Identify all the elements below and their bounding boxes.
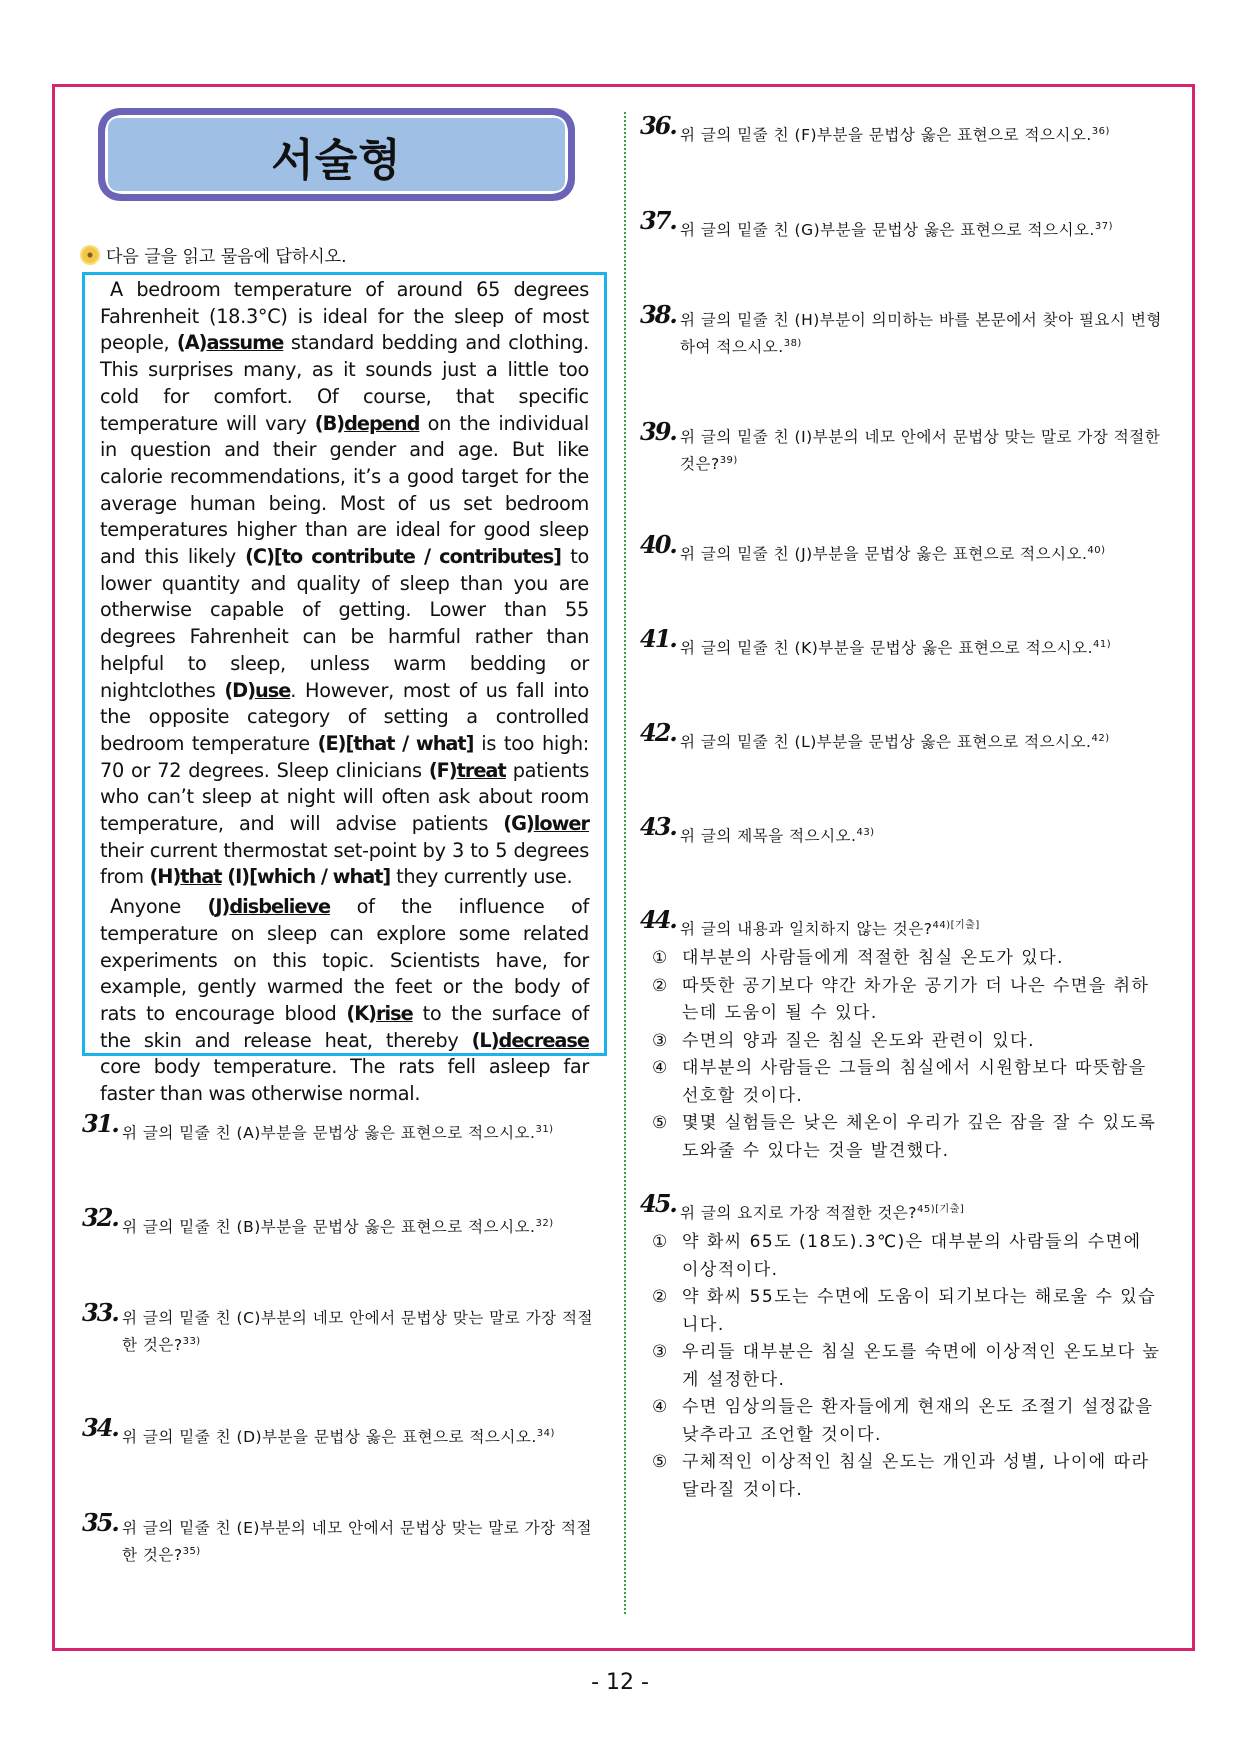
option-text: 대부분의 사람들은 그들의 침실에서 시원함보다 따뜻함을 선호할 것이다. [682,1058,1147,1106]
question-note: 33) [182,1336,201,1347]
bracket-label: (K) [346,1001,376,1025]
question-42 [640,718,1165,754]
option-marker: ④ [652,1397,669,1418]
passage-text: they currently use. [390,865,573,889]
answer-option[interactable] [652,1110,1165,1165]
question-note: 45)[기출] [917,1204,965,1215]
option-text: 대부분의 사람들에게 적절한 침실 온도가 있다. [682,948,1064,969]
column-divider [624,112,626,1614]
instruction-text: 다음 글을 읽고 물음에 답하시오. [106,247,347,267]
option-marker: ① [652,948,669,969]
section-title: 서술형 [271,135,402,186]
option-marker: ① [652,1232,669,1253]
question-note: 41) [1093,639,1112,650]
question-text: 위 글의 제목을 적으시오. [680,827,857,846]
question-text: 위 글의 밑줄 친 (L)부분을 문법상 옳은 표현으로 적으시오. [680,733,1092,752]
answer-option[interactable] [652,1449,1165,1504]
question-44 [640,905,1165,1165]
question-note: 31) [535,1124,554,1135]
passage-text: Anyone [110,895,208,919]
passage-paragraph [100,894,589,1108]
question-number: 40. [640,530,676,559]
question-note: 34) [536,1428,555,1439]
answer-options [652,1229,1165,1504]
reading-passage [82,272,607,1106]
underlined-target [457,759,506,782]
question-note: 32) [535,1218,554,1229]
bracket-label: (E)[that / what] [317,731,474,755]
answer-option[interactable] [652,1284,1165,1339]
question-text: 위 글의 밑줄 친 (C)부분의 네모 안에서 문법상 맞는 말로 가장 적절한 것은? [122,1309,593,1355]
answer-option[interactable] [652,1028,1165,1056]
section-title-banner [98,108,575,201]
instruction [82,242,347,267]
question-number: 37. [640,206,676,235]
passage-text: is too high: 70 or 72 degrees. Sleep clinicians [100,731,590,782]
question-number: 45. [640,1189,676,1218]
passage-text: of the influence of temperature on sleep can explore some related experiments on this topic. Scientists have, for example, gently warmed the feet or the body of rats to encourage blood [100,895,589,1025]
bracket-label: (L) [471,1028,499,1052]
underlined-target [499,1029,589,1052]
question-text: 위 글의 밑줄 친 (D)부분을 문법상 옳은 표현으로 적으시오. [122,1428,537,1447]
answer-option[interactable] [652,1055,1165,1110]
option-text: 약 화씨 65도 (18도).3℃)은 대부분의 사람들의 수면에 이상적이다. [682,1232,1142,1280]
question-text: 위 글의 밑줄 친 (H)부분이 의미하는 바를 본문에서 찾아 필요시 변형하여 적으시오. [680,311,1162,357]
bracket-label: (H) [149,865,181,889]
underlined-word: lower [533,812,589,836]
option-marker: ⑤ [652,1113,669,1134]
underlined-target [229,895,330,918]
underlined-target [534,812,589,835]
question-37 [640,206,1165,242]
question-number: 34. [82,1413,118,1442]
question-note: 44)[기출] [932,920,980,931]
option-text: 우리들 대부분은 침실 온도를 숙면에 이상적인 온도보다 높게 설정한다. [682,1342,1161,1390]
question-36 [640,111,1165,147]
option-text: 몇몇 실험들은 낮은 체온이 우리가 깊은 잠을 잘 수 있도록 도와줄 수 있다는 것을 발견했다. [682,1113,1157,1161]
question-note: 39) [719,455,738,466]
option-text: 약 화씨 55도는 수면에 도움이 되기보다는 해로울 수 있습니다. [682,1287,1157,1335]
underlined-word: assume [206,331,284,355]
question-text: 위 글의 밑줄 친 (E)부분의 네모 안에서 문법상 맞는 말로 가장 적절한 것은? [122,1519,592,1565]
question-note: 35) [182,1546,201,1557]
bracket-label: (D) [224,678,256,702]
bracket-label: (G) [503,812,534,836]
passage-text: on the individual in question and their gender and age. But like calorie recommendations, it’s a good target for the average human being. Most of us set bedroom temperatures higher than are ideal for good sleep and this likely [100,411,589,569]
passage-text: standard bedding and clothing. This surprises many, as it sounds just a little too cold for comfort. Of course, that specific temperature will vary [100,331,590,435]
question-34 [82,1413,602,1449]
underlined-word: depend [344,411,420,435]
question-text: 위 글의 밑줄 친 (I)부분의 네모 안에서 문법상 맞는 말로 가장 적절한 것은? [680,428,1161,474]
underlined-target [344,412,419,435]
passage-text: to lower quantity and quality of sleep than you are otherwise capable of getting. Lower than 55 degrees Fahrenheit can be harmful rather than helpful to sleep, unless warm bedding or nightclothes [100,545,589,702]
question-number: 39. [640,417,676,446]
passage-text: to the surface of the skin and release heat, thereby [100,1001,589,1052]
question-number: 31. [82,1109,118,1138]
question-note: 43) [856,827,875,838]
question-text: 위 글의 밑줄 친 (B)부분을 문법상 옳은 표현으로 적으시오. [122,1218,536,1237]
option-marker: ⑤ [652,1452,669,1473]
question-number: 41. [640,624,676,653]
underlined-word: that [180,865,222,889]
flower-bullet-icon [82,247,98,263]
answer-option[interactable] [652,973,1165,1028]
question-note: 36) [1091,126,1110,137]
question-number: 35. [82,1508,118,1537]
option-marker: ③ [652,1342,669,1363]
question-text: 위 글의 밑줄 친 (A)부분을 문법상 옳은 표현으로 적으시오. [122,1124,536,1143]
question-note: 37) [1094,221,1113,232]
option-marker: ② [652,975,669,996]
question-note: 42) [1091,733,1110,744]
bracket-label: (A) [176,331,207,355]
option-marker: ② [652,1287,669,1308]
question-text: 위 글의 내용과 일치하지 않는 것은? [680,920,933,939]
question-text: 위 글의 밑줄 친 (F)부분을 문법상 옳은 표현으로 적으시오. [680,126,1092,145]
underlined-target [180,865,221,888]
option-text: 수면의 양과 질은 침실 온도와 관련이 있다. [682,1030,1036,1051]
answer-option[interactable] [652,945,1165,973]
bracket-label: (J) [207,895,230,919]
passage-paragraph [100,277,589,891]
underlined-word: disbelieve [229,895,331,919]
question-number: 42. [640,718,676,747]
question-number: 36. [640,111,676,140]
question-39 [640,417,1165,476]
question-45 [640,1189,1165,1504]
underlined-target [206,331,283,354]
answer-option[interactable] [652,1339,1165,1394]
answer-option[interactable] [652,1394,1165,1449]
underlined-word: treat [456,758,506,782]
question-number: 33. [82,1298,118,1327]
underlined-target [376,1002,413,1025]
bracket-label: (I)[which / what] [227,865,391,889]
page-number: - 12 - [591,1670,649,1695]
question-41 [640,624,1165,660]
underlined-target [255,679,290,702]
passage-text: patients who can’t sleep at night will often ask about room temperature, and will advise patients [100,758,589,836]
passage-text: . However, most of us fall into the opposite category of setting a controlled bedroom temperature [100,678,589,755]
passage-text: A bedroom temperature of around 65 degrees Fahrenheit (18.3°C) is ideal for the sleep of most people, [100,278,589,355]
option-marker: ③ [652,1030,669,1051]
question-31 [82,1109,602,1145]
question-text: 위 글의 밑줄 친 (J)부분을 문법상 옳은 표현으로 적으시오. [680,545,1088,564]
question-note: 38) [783,338,802,349]
underlined-word: rise [375,1001,413,1025]
option-text: 구체적인 이상적인 침실 온도는 개인과 성별, 나이에 따라 달라질 것이다. [682,1452,1150,1500]
question-40 [640,530,1165,566]
underlined-word: use [255,678,291,702]
option-text: 수면 임상의들은 환자들에게 현재의 온도 조절기 설정값을 낮추라고 조언할 것이다. [682,1397,1154,1445]
question-text: 위 글의 밑줄 친 (K)부분을 문법상 옳은 표현으로 적으시오. [680,639,1094,658]
question-number: 43. [640,812,676,841]
question-note: 40) [1087,545,1106,556]
passage-text: their current thermostat set-point by 3 to 5 degrees from [100,838,589,889]
option-marker: ④ [652,1058,669,1079]
question-33 [82,1298,602,1357]
question-32 [82,1203,602,1239]
bracket-label: (F) [428,758,457,782]
bracket-label: (B) [314,411,345,435]
question-43 [640,812,1165,848]
question-number: 44. [640,905,676,934]
option-text: 따뜻한 공기보다 약간 차가운 공기가 더 나은 수면을 취하는데 도움이 될 수 있다. [682,975,1150,1024]
bracket-label: (C)[to contribute / contributes] [245,545,561,569]
question-number: 38. [640,300,676,329]
answer-option[interactable] [652,1229,1165,1284]
answer-options [652,945,1165,1165]
question-number: 32. [82,1203,118,1232]
question-38 [640,300,1165,359]
question-text: 위 글의 밑줄 친 (G)부분을 문법상 옳은 표현으로 적으시오. [680,221,1095,240]
underlined-word: decrease [498,1028,589,1052]
question-35 [82,1508,602,1567]
question-text: 위 글의 요지로 가장 적절한 것은? [680,1204,918,1223]
passage-text: core body temperature. The rats fell asleep far faster than was otherwise normal. [100,1055,589,1106]
